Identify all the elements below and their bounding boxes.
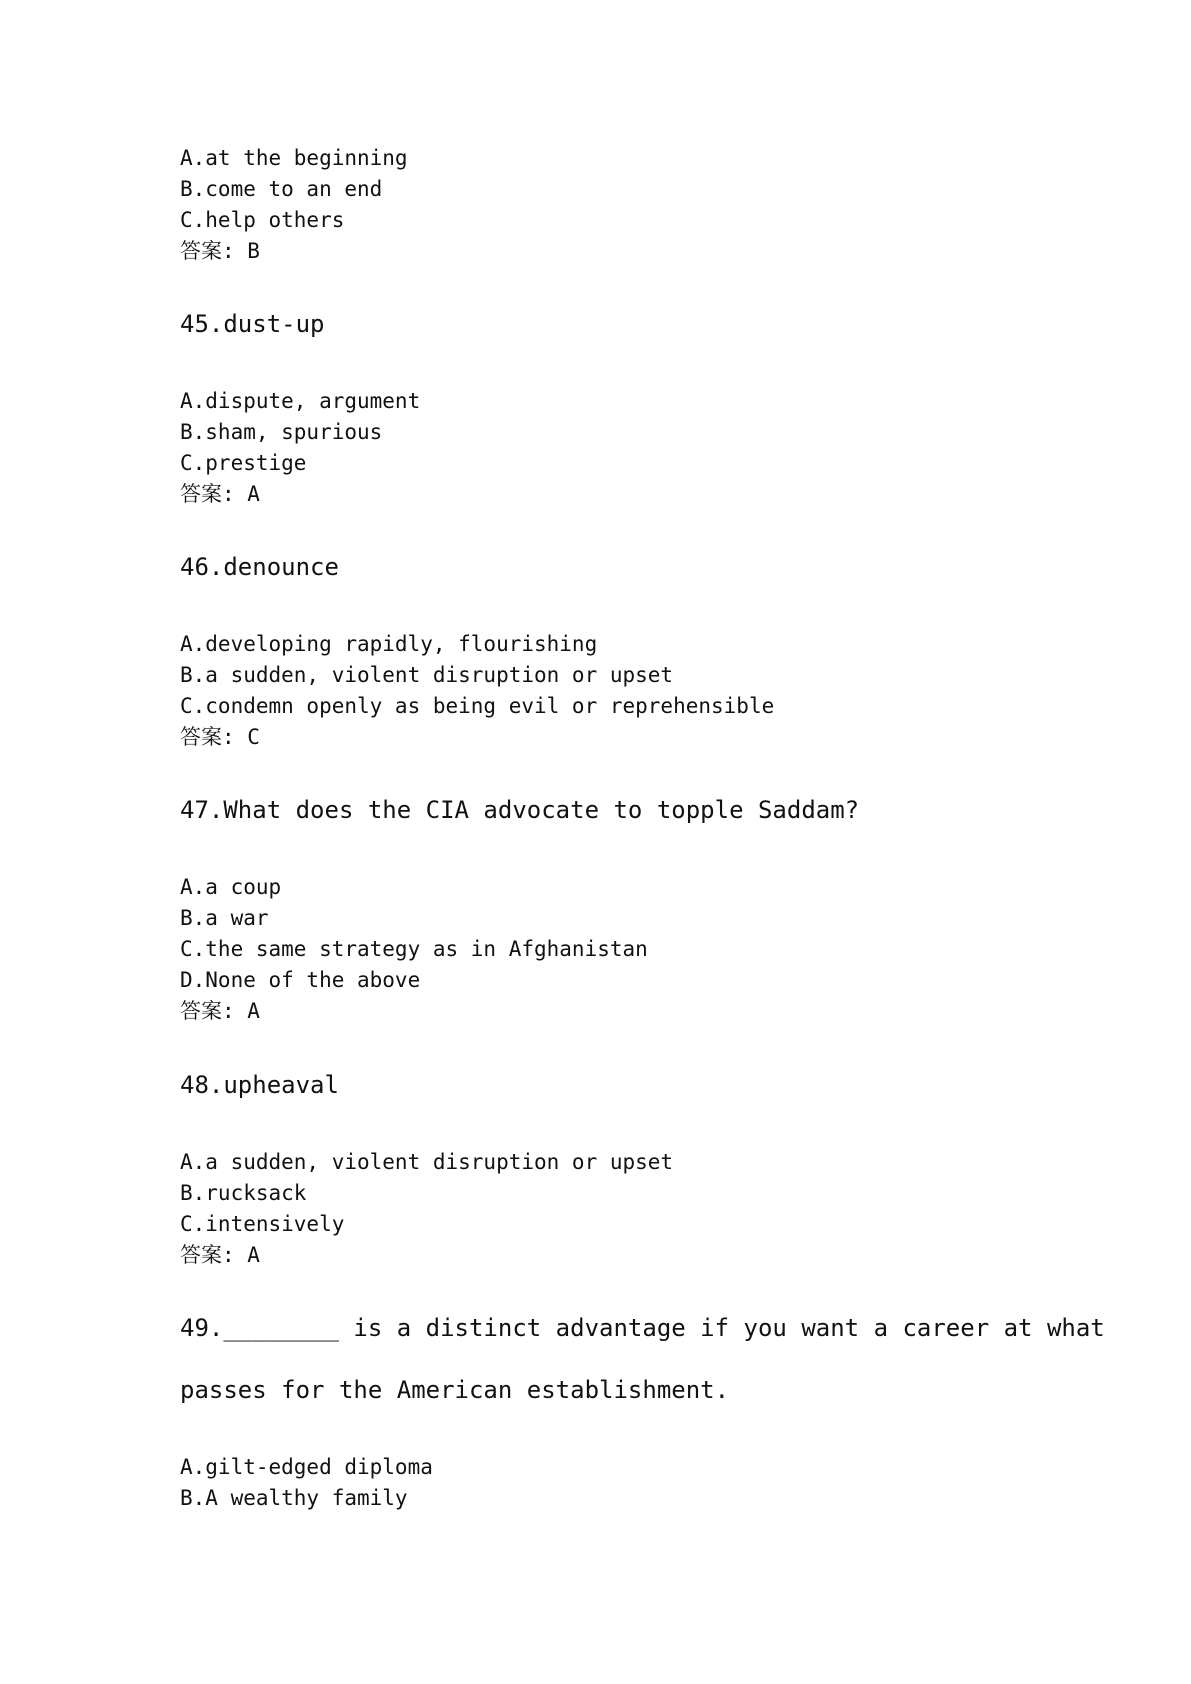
question-47: 47.What does the CIA advocate to topple Saddam? <box>180 796 860 824</box>
answer: 答案: C <box>180 725 260 749</box>
question-49-line-2: passes for the American establishment. <box>180 1376 730 1404</box>
question-48: 48.upheaval <box>180 1071 339 1099</box>
answer: 答案: A <box>180 482 260 506</box>
answer: 答案: A <box>180 999 260 1023</box>
option-b: B.sham, spurious <box>180 420 383 444</box>
option-a: A.dispute, argument <box>180 389 421 413</box>
option-c: C.intensively <box>180 1212 345 1236</box>
option-b: B.rucksack <box>180 1181 307 1205</box>
question-46: 46.denounce <box>180 553 339 581</box>
option-b: B.a sudden, violent disruption or upset <box>180 663 674 687</box>
option-c: C.condemn openly as being evil or reprehensible <box>180 694 775 718</box>
option-b: B.a war <box>180 906 269 930</box>
option-a: A.a coup <box>180 875 282 899</box>
question-49-line-1: 49.________ is a distinct advantage if you want a career at what <box>180 1314 1105 1342</box>
option-c: C.prestige <box>180 451 307 475</box>
option-a: A.developing rapidly, flourishing <box>180 632 598 656</box>
option-b: B.come to an end <box>180 177 383 201</box>
option-a: A.at the beginning <box>180 146 408 170</box>
option-b: B.A wealthy family <box>180 1486 408 1510</box>
option-a: A.gilt-edged diploma <box>180 1455 433 1479</box>
answer: 答案: A <box>180 1243 260 1267</box>
question-45: 45.dust-up <box>180 310 325 338</box>
option-c: C.help others <box>180 208 345 232</box>
option-a: A.a sudden, violent disruption or upset <box>180 1150 674 1174</box>
option-d: D.None of the above <box>180 968 421 992</box>
option-c: C.the same strategy as in Afghanistan <box>180 937 648 961</box>
answer: 答案: B <box>180 239 260 263</box>
